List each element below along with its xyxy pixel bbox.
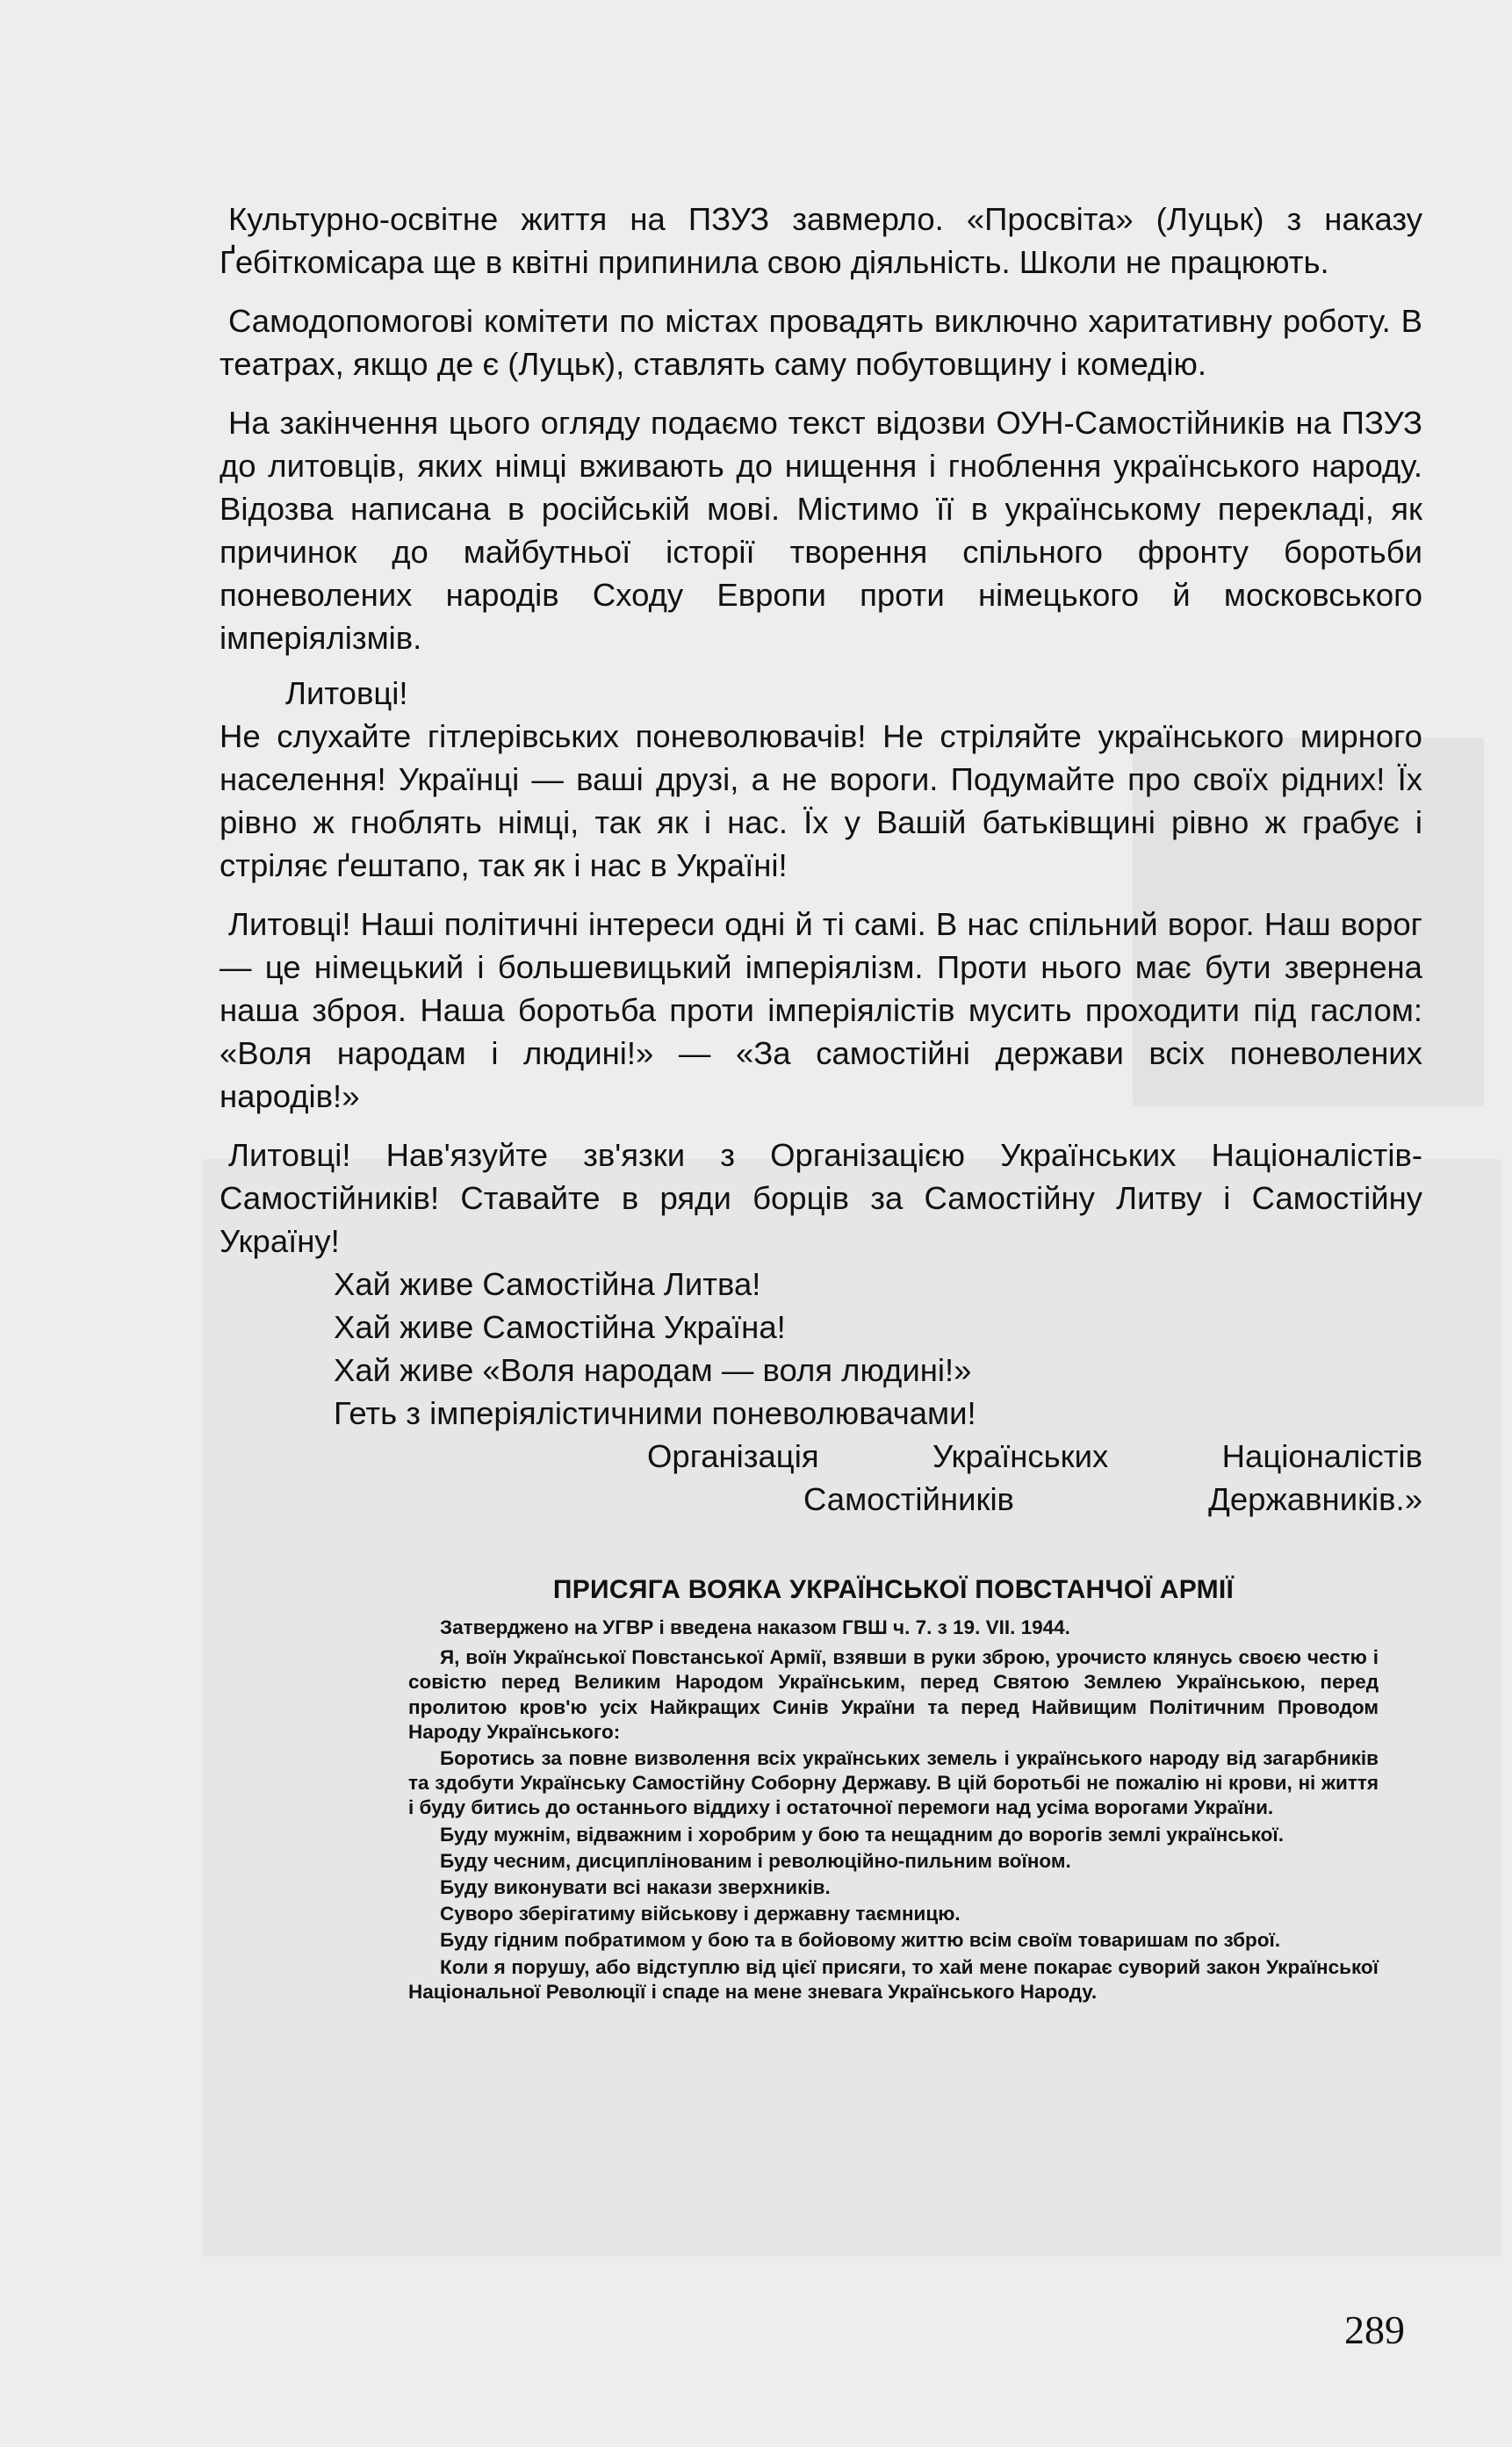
signature-word: Організація	[647, 1438, 819, 1474]
body-paragraph: На закінчення цього огляду подаємо текст відозви ОУН-Самостійників на ПЗУЗ до литовців, яких німці вживають до нищення і гноблення українського народу. Відозва написана в російській мові. Містимо її в українському перекладі, як причинок до майбутньої історії творення спільного фронту боротьби поневолених народів Сходу Европи проти німецького й московського імперіялізмів.	[220, 405, 1422, 656]
appeal	[220, 672, 1422, 1263]
slogan-line: Хай живе Самостійна Україна!	[334, 1309, 786, 1345]
signature-word: Націоналістів	[1221, 1438, 1422, 1474]
oath-section	[220, 1575, 1422, 2004]
oath-paragraph: Буду гідним побратимом у бою та в бойовому життю всім своїм товаришам по зброї.	[440, 1929, 1281, 1952]
page-number: 289	[1344, 2307, 1405, 2352]
oath-paragraph: Буду виконувати всі накази зверхників.	[440, 1876, 831, 1899]
body-paragraph: Культурно-освітне життя на ПЗУЗ завмерло. «Просвіта» (Луцьк) з наказу Ґебіткомісара ще в квітні припинила свою діяльність. Школи не працюють.	[220, 201, 1422, 280]
oath-approval-note: Затверджено на УГВР і введена наказом ГВШ ч. 7. з 19. VII. 1944.	[440, 1616, 1070, 1638]
appeal-paragraph: Не слухайте гітлерівських поневолювачів! Не стріляйте українського мирного населення! Українці — ваші друзі, а не вороги. Подумайте про своїх рідних! Їх рівно ж гноблять німці, так як і нас. Їх у Вашій батьківщині рівно ж грабує і стріляє ґештапо, так як і нас в Україні!	[220, 718, 1422, 883]
slogan-line: Геть з імперіялістичними поневолювачами!	[334, 1395, 976, 1431]
signature-word: Самостійників	[803, 1481, 1014, 1517]
slogan-line: Хай живе «Воля народам — воля людині!»	[334, 1352, 972, 1388]
signature-line	[220, 1435, 1422, 1478]
oath-paragraph: Боротись за повне визволення всіх українських земель і українського народу від загарбників та здобути Українську Самостійну Соборну Державу. В цій боротьбі не пожалію ні крови, ні життя і буду битись до останнього віддиху і остаточної перемоги над усіма ворогами України.	[408, 1747, 1379, 1819]
slogan-line: Хай живе Самостійна Литва!	[334, 1266, 761, 1302]
signature	[220, 1435, 1422, 1521]
oath-paragraph: Буду мужнім, відважним і хоробрим у бою та нещадним до ворогів землі української.	[440, 1823, 1284, 1846]
page-content	[220, 198, 1422, 2004]
signature-line	[220, 1478, 1422, 1521]
signature-word: Державників.»	[1208, 1481, 1422, 1517]
body-paragraph: Самодопомогові комітети по містах провадять виключно харитативну роботу. В театрах, якщо де є (Луцьк), ставлять саму побутовщину і комедію.	[220, 303, 1422, 382]
signature-word: Українських	[932, 1438, 1109, 1474]
appeal-paragraph: Литовці! Нав'язуйте зв'язки з Організацією Українських Націоналістів-Самостійників! Ставайте в ряди борців за Самостійну Литву і Самостійну Україну!	[220, 1137, 1422, 1259]
body-text	[220, 198, 1422, 1263]
oath-paragraph: Суворо зберігатиму військову і державну таємницю.	[440, 1903, 961, 1925]
oath-paragraph: Буду чесним, дисциплінованим і революційно-пильним воїном.	[440, 1849, 1071, 1872]
oath-paragraph: Я, воїн Української Повстанської Армії, взявши в руки зброю, урочисто клянусь своєю честю і совістю перед Великим Народом Українським, перед Святою Землею Українською, перед пролитою кров'ю усіх Найкращих Синів України та перед Найвищим Політичним Проводом Народу Українського:	[408, 1646, 1379, 1743]
oath-text	[408, 1616, 1379, 2004]
oath-paragraph: Коли я порушу, або відступлю від цієї присяги, то хай мене покарає суворий закон Української Національної Революції і спаде на мене зневага Українського Народу.	[408, 1955, 1379, 2003]
slogans	[220, 1263, 1422, 1435]
appeal-salutation: Литовці!	[285, 675, 408, 711]
appeal-paragraph: Литовці! Наші політичні інтереси одні й ті самі. В нас спільний ворог. Наш ворог — це німецький і большевицький імперіялізм. Проти нього має бути звернена наша зброя. Наша боротьба проти імперіялістів мусить проходити під гаслом: «Воля народам і людині!» — «За самостійні держави всіх поневолених народів!»	[220, 906, 1422, 1114]
oath-title: ПРИСЯГА ВОЯКА УКРАЇНСЬКОЇ ПОВСТАНЧОЇ АРМІЇ	[552, 1575, 1235, 1604]
